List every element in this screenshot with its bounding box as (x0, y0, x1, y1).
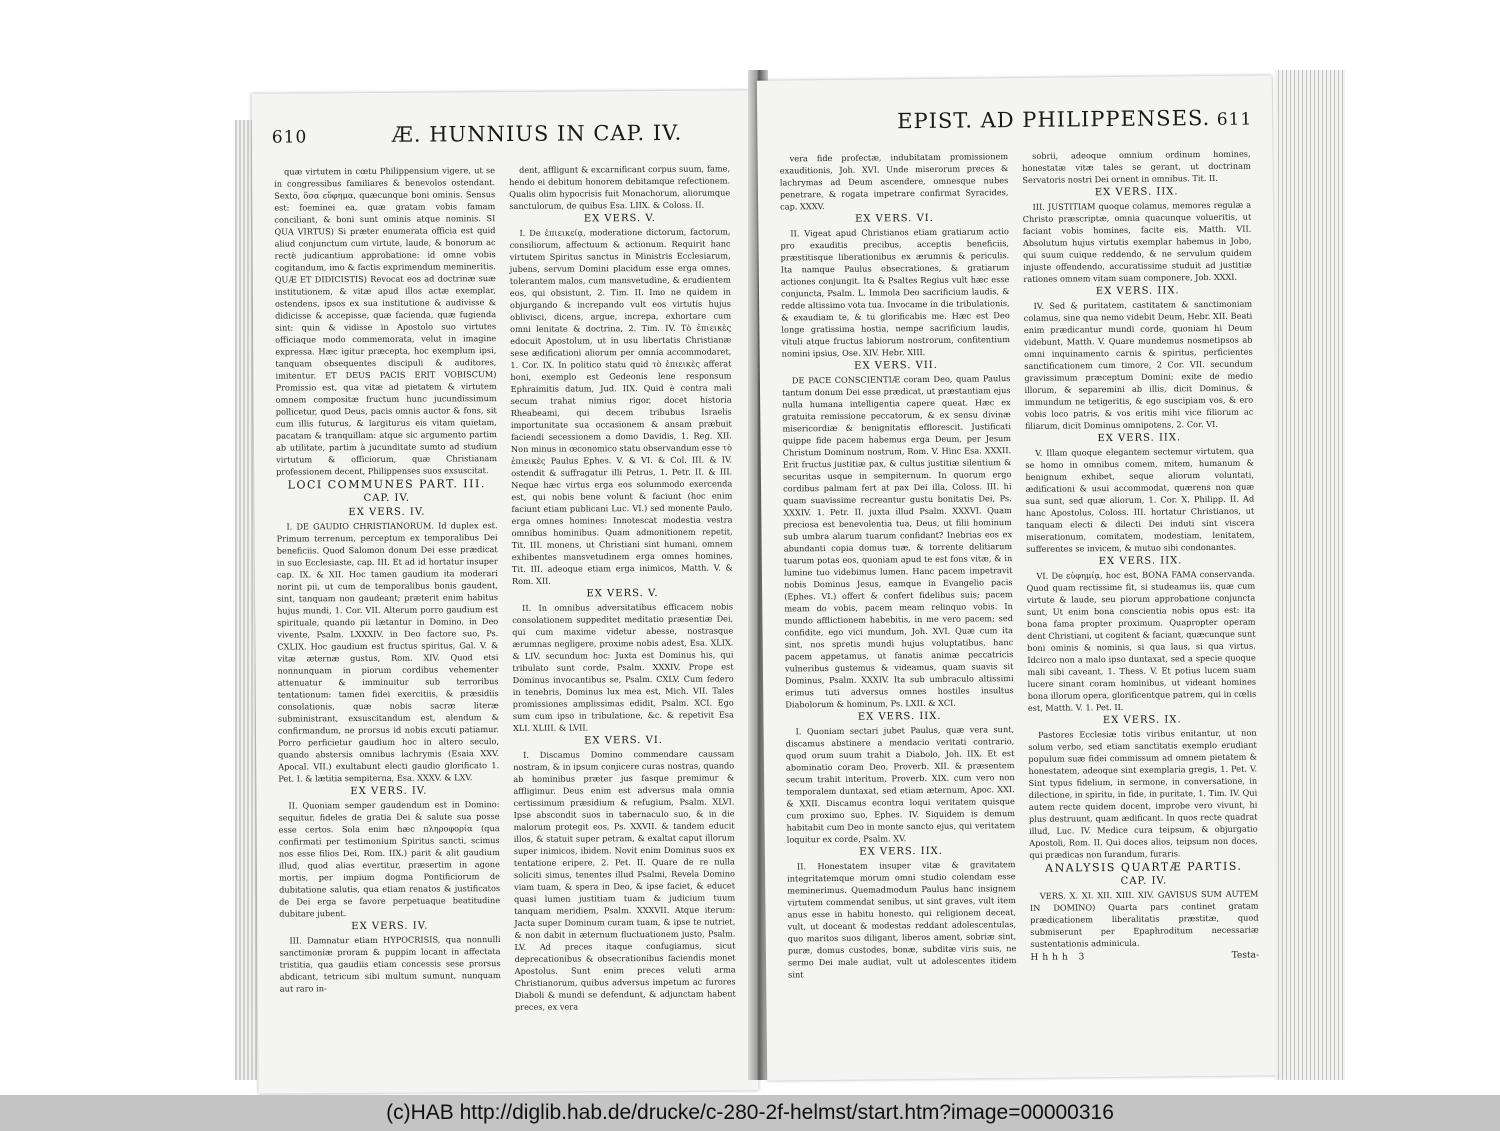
text-paragraph: VERS. X. XI. XII. XIII. XIV. GAVISUS SUM AUTEM IN DOMINO) Quarta pars continet gratam prædicationem liberalitatis præstitæ, quod submiserunt per Epaphroditum necessariæ sustentationis adminicula. (1029, 888, 1259, 949)
verse-heading: EX VERS. IV. (348, 506, 426, 519)
verse-heading: EX VERS. IIX. (859, 845, 944, 858)
text-paragraph: III. JUSTITIAM quoque colamus, memores regulæ a Christo præscriptæ, omnia quacunque volueritis, ut faciant vobis homines, facite eis, Matth. VII. Absolutum hujus virtutis exemplar habemus in Jobo, qui suum cuique reddendo, & ne servulum quidem injuste offendendo, accuratissime studuit ad justitiæ rationes omnem vitam suam componere, Job. XXXI. (1022, 199, 1252, 284)
left-column-1 (274, 164, 501, 1064)
right-columns (780, 148, 1260, 1051)
text-paragraph: II. Vigeat apud Christianos etiam gratiarum actio pro exauditis precibus, acceptis beneficiis, præstitisque liberationibus ex ærumnis & periculis. Ita namque Paulus obsecrationes, & gratiarum actiones conjungit. Ita & Psaltes Regius vult hæc esse conjuncta, Psalm. L. Immola Deo sacrificium laudis, & redde altissimo vota tua. Invocame in die tribulationis, & exaudiam te, & tu glorificabis me. Hæc est Deo longe gratissima hostia, nempe sacrificium laudis, vituli atque fructus labiorum nostrorum, confitentium nomini ipsius, Ose. XIV. Hebr. XIII. (780, 226, 1011, 359)
text-paragraph: sobrii, adeoque omnium ordinum homines, honestatæ vitæ tales se gerant, ut doctrinam Servatoris nostri Dei ornent in omnibus. Tit. II. (1022, 148, 1251, 185)
verse-heading: EX VERS. IIX. (1098, 555, 1183, 568)
text-paragraph: I. DE GAUDIO CHRISTIANORUM. Id duplex est. Primum terrenum, perceptum ex temporalibus Dei beneficiis. Quod Salomon donum Dei esse prædicat in suo Ecclesiaste, cap. III. Et ad id hortatur insuper cap. IX. & XII. Hoc tamen gaudium ita moderari norint pii, ut cum de temporalibus bonis gaudent, sint, tanquam non gaudeant; præterit enim habitus hujus mundi, 1. Cor. VII. Alterum porro gaudium est spirituale, quando pii lætantur in Domino, in Deo vivente, Psalm. LXXXIV. in Deo factore suo, Ps. CXLIX. Hoc gaudium est fructus spiritus, Gal. V. & vitæ æternæ gustus, Rom. XIV. Quod etsi nonnunquam in piorum cordibus vehementer attenuatur & imminuitur sub terroribus tentationum: tamen fidei exercitiis, & præsidiis consolationis, quæ nobis sacræ literæ subministrant, exsuscitandum est, alendum & confirmandum, ne prorsus id nobis excuti patiamur. Porro perficietur gaudium hoc in altero seculo, quando abstersis omnibus lachrymis (Esaia XXV. Apocal. VII.) exultabunt electi gaudio glorificato 1. Pet. I. & lætitia sempiterna, Esa. XXXV. & LXV. (276, 520, 500, 784)
section-heading: LOCI COMMUNES PART. III. (287, 477, 486, 492)
verse-heading: EX VERS. IIX. (1095, 285, 1180, 298)
text-paragraph: DE PACE CONSCIENTIÆ coram Deo, quam Paulus tantum donum Dei esse prædicat, ut præstantiam ejus nulla humana intelligentia capere queat. Hæc ex gratuita remissione peccatorum, & ex sensu divinæ misericordiæ & benignitatis efflorescit. Justificati quippe fide pacem habemus erga Deum, per Jesum Christum Dominum nostrum, Rom. V. Hinc Esa. XXXII. Erit fructus justitiæ pax, & cultus justitiæ silentium & securitas usque in sempiternum. In quorum ergo cordibus palmam fert at pax Dei illa, Coloss. III. hi quam suavissime recreantur gustu bonitatis Dei, Ps. XXXIV. 1. Petr. II. juxta illud Psalm. XXXVI. Quam preciosa est benevolentia tua, Deus, ut filii hominum sub umbra alarum tuarum confidant? Inebrias eos ex abundanti copia domus tuæ, & torrente delitiarum tuarum potas eos, quoniam apud te est fons vitæ, & in lumine tuo videbimus lumen. Hanc pacem impetravit nobis Dominus Jesus, eamque in Evangelio pacis (Ephes. VI.) offert & confert fidelibus suis; pacem meam do vobis, pacem meam relinquo vobis. In mundo afflictionem habebitis, in me vero pacem; sed confidite, ego vici mundum, Joh. XVI. Quæ cum ita sint, nos spretis mundi hujus voluptatibus, hanc pacem appetamus, ut fanatis animæ peccatricis vulneribus gustemus & videamus, quam suavis sit Dominus, Psalm. XXXIV. Ita sub umbraculo altissimi erimus tuti adversus omnes hostiles insultus Diabolorum & hominum, Ps. LXII. & XCI. (781, 373, 1014, 710)
right-page-number: 611 (1216, 109, 1253, 130)
text-paragraph: I. De ἐπιεικείᾳ, moderatione dictorum, factorum, consiliorum, affectuum & actionum. Requirit hanc virtutem Spiritus sanctus in Ministris Ecclesiarum, jubens, servum Domini placidum esse erga omnes, tolerantem malos, cum mansvetudine, & erudientem eos, qui obsistunt, 2. Tim. II. Imo ne quidem in objurgando & increpando vult eos virtutis hujus oblivisci, dicens, argue, increpa, exhortare cum omni lenitate & doctrina, 2. Tim. IV. Τὸ ἐπιεικὲς edocuit Apostolum, ut in usu libertatis Christianæ sese ædificationi aliorum per omnia accommodaret, 1. Cor. IX. In politico statu quid τὸ ἐπιεικὲς afferat boni, exemplo est Gedeonis lene responsum Ephraimitis datum, Jud. IIX. Quid è contra mali secum trahat nimius rigor, docet historia Rheabeami, qui decem tribubus Israelis importunitate sua occasionem & ansam præbuit faciendi secessionem a domo Davidis, 1. Reg. XII. Non minus in œconomico statu observandum esse τὸ ἐπιεικὲς Paulus Ephes. V. & VI. & Col. III. & IV. ostendit & suffragatur illi Petrus, 1. Petr. II. & III. Neque hæc virtus erga eos solummodo exercenda est, qui nobis bene volunt & faciunt (hoc enim faciunt etiam publicani Luc. VI.) sed monente Paulo, erga omnes homines: Innotescat modestia vestra omnibus hominibus. Quam admonitionem repetit, Tit. III. monens, ut Christiani sint humani, omnem exhibentes mansvetudinem erga omnes homines, Tit. III. adeoque etiam erga inimicos, Matth. V. & Rom. XII. (509, 226, 733, 586)
left-columns (274, 162, 736, 1063)
text-paragraph: II. In omnibus adversitatibus efficacem nobis consolationem suppeditet meditatio præsentiæ Dei, qui cum maxime videtur abesse, nostrasque ærumnas negligere, proxime nobis adest, Esa. XLIX. & LIV. secundum hoc: Juxta est Dominus his, qui tribulato sunt corde, Psalm. XXXIV. Prope est Dominus invocantibus se, Psalm. CXLV. Cum federo in tenebris, Dominus lux mea est, Mich. VII. Tales promissiones amplissimas edidit, Psalm. XCI. Ego sum cum ipso in tribulatione, &c. & repetivit Esa XLI. XLIII. & LVII. (512, 601, 734, 733)
text-paragraph: dent, affligunt & excarnificant corpus suum, fame, hendo ei debitum honorem debitamque refectionem. Qualis olim hypocrisis fuit Monachorum, aliorumque sanctulorum, de quibus Esa. LIIX. & Coloss. II. (509, 163, 731, 211)
text-paragraph: VI. De εὐφημίᾳ, hoc est, BONA FAMA conservanda. Quod quam rectissime fit, si studeamus iis, quæ cum virtute & laude, seu piorum approbatione conjuncta sunt, Ut enim bona conscientia nobis opus est: ita bona fama propter proximum. Quapropter operam dent Christiani, ut cogitent & faciant, quæcunque sunt boni ominis & nominis, si qua laus, si qua virtus. Idcirco non a malo ipso duntaxat, sed a specie quoque mali sibi caveant, 1. Thess. V. Et potius lucem suam lucere sinant coram hominibus, ut videant homines bona illorum opera, glorificentque patrem, qui in cœlis est, Matth. V. 1. Pet. II. (1026, 568, 1257, 713)
copyright-footer (0, 1095, 1500, 1131)
verse-heading: EX VERS. VI. (584, 734, 664, 747)
text-paragraph: I. Quoniam sectari jubet Paulus, quæ vera sunt, discamus abstinere a mendacio veritati contrario, quod orum suum trahit a Diabolo, Joh. IIX. Et est abominatio coram Deo, Proverb. XII. & præsentem secum trahit interitum, Proverb. XIX. cum vero non temporalem duntaxat, sed etiam æternum, Apoc. XXI. & XXII. Discamus econtra loqui veritatem quisque cum proximo suo, Ephes. IV. Siquidem is demum habitabit cum Deo in monte sancto ejus, qui veritatem loquitur ex corde, Psalm. XV. (785, 724, 1016, 845)
signature-line (1030, 950, 1259, 964)
verse-heading: EX VERS. V. (583, 212, 657, 225)
text-paragraph: Pastores Ecclesiæ totis viribus enitantur, ut non solum verbo, sed etiam sanctitatis exemplo erudiant populum suæ fidei commissum ad omnem pietatem & honestatem, adeoque sint exemplaria gregis, 1. Pet. V. Sint typus fidelium, in sermone, in conversatione, in dilectione, in spiritu, in fide, in puritate, 1. Tim. IV. Qui autem recte quidem docent, improbe vero vivunt, hi plus destruunt, quam ædificant. In quos recte quadrat illud, Luc. IV. Medice cura teipsum, & objurgatio Apostoli, Rom. II. Qui doces alios, teipsum non doces, qui prædicas non furandum, furaris. (1028, 727, 1258, 860)
verse-heading: EX VERS. V. (586, 587, 659, 600)
left-column-2 (509, 162, 736, 1062)
right-page-edges (1275, 70, 1345, 1080)
left-page (252, 90, 759, 1093)
verse-heading: EX VERS. IV. (351, 920, 429, 933)
right-running-head (777, 106, 1252, 139)
catchword: Testa- (1231, 950, 1260, 961)
right-column-1 (780, 150, 1018, 1050)
right-column-2 (1022, 148, 1260, 1048)
left-page-number: 610 (271, 127, 308, 148)
signature-mark: Hhhh 3 (1030, 952, 1089, 963)
verse-heading: EX VERS. IV. (350, 785, 428, 798)
verse-heading: EX VERS. IIX. (1094, 186, 1179, 199)
text-paragraph: II. Honestatem insuper vitæ & gravitatem integritatemque morum omni studio colendam esse meminerimus. Quemadmodum Paulus hanc insignem virtutem commendat senibus, ut sint graves, vult item anus esse in habitu honesto, qui religionem deceat, vult, ut doceant & modestas reddant adolescentulas, quo maritos suos diligant, liberos ament, sobriæ sint, puræ, domus custodes, bonæ, subditæ viris suis, ne sermo Dei male audiat, vult ut adolescentes itidem sint (787, 859, 1017, 980)
chapter-heading: CAP. IV. (363, 492, 411, 504)
right-running-title: EPIST. AD PHILIPPENSES. (897, 105, 1211, 134)
right-page (757, 75, 1282, 1080)
chapter-heading: CAP. IV. (1120, 875, 1168, 887)
copyright-link-text: (c)HAB http://diglib.hab.de/drucke/c-280-2f-helmst/start.htm?image=00000316 (386, 1101, 1114, 1124)
verse-heading: EX VERS. IX. (1102, 714, 1182, 727)
verse-heading: EX VERS. IIX. (1097, 432, 1182, 445)
text-paragraph: V. Illam quoque elegantem sectemur virtutem, qua se homo in omnibus comem, mitem, humanum & benignum exhibet, seque aliorum voluntati, ædificationi & usui accommodat, quærens non quæ sua sunt, sed quæ aliorum, 1. Cor. X. Philipp. II. Ad hanc Apostolus, Coloss. III. hortatur Christianos, ut tanquam electi & dilecti Dei induti sint viscera miserationum, comitatem, modestiam, lenitatem, sufferentes se invicem, & mutuo sibi condonantes. (1025, 445, 1255, 554)
section-heading: ANALYSIS QUARTÆ PARTIS. (1045, 859, 1243, 875)
verse-heading: EX VERS. VII. (854, 359, 938, 372)
left-running-title: Æ. HUNNIUS IN CAP. IV. (391, 120, 683, 147)
text-paragraph: II. Quoniam semper gaudendum est in Domino: sequitur, fideles de gratia Dei & salute sua posse esse certos. Sola enim hæc πληροφορία (qua confirmati per testimonium Spiritus sancti, scimus nos esse filios Dei, Rom. IIX.) parit & alit gaudium illud, quod alias evertitur, præsertim in agone mortis, per impium dogma Pontificiorum de dubitatione salutis, qua etiam renatos & justificatos de Dei erga se favore perpetuaque beatitudine dubitare jubent. (278, 799, 501, 919)
text-paragraph: III. Damnatur etiam HYPOCRISIS, qua nonnulli sanctimoniæ proram & puppim locant in affectata tristitia, qua gaudiis etiam concessis sese prorsus abdicant, tetricum sibi multum sumunt, nunquam aut raro in- (279, 934, 501, 994)
text-paragraph: IV. Sed & puritatem, castitatem & sanctimoniam colamus, sine qua nemo videbit Deum, Hebr. XII. Beati enim prædicantur mundi corde, quoniam hi Deum videbunt, Matth. V. Quare mundemus nosmetipsos ab omni inquinamento carnis & spiritus, perficientes sanctificationem cum timore, 2 Cor. VII. secundum gravissimum præceptum Domini; exite de medio illorum, & separemini ab illis, dicit Dominus, & immundum ne tetigeritis, & ego suscipiam vos, & ero vobis loco patris, & vos eritis mihi vice filiorum ac filiarum, dicit Dominus omnipotens, 2. Cor. VI. (1023, 298, 1254, 431)
verse-heading: EX VERS. VI. (854, 212, 934, 225)
verse-heading: EX VERS. IIX. (857, 710, 942, 723)
left-running-head (272, 120, 732, 151)
text-paragraph: quæ virtutem in cœtu Philippensium vigere, ut se in congressibus familiares & benevolos ostendant. Sexto, ὅσα εὔφημα, quæcunque boni ominis. Sensus est: foeminei ea, quæ gratam vobis famam conciliant, & boni sunt ominis atque nominis. SI QUA VIRTUS) Si præter enumerata officia est quid aliud conjunctum cum virtute, laude, & bonorum ac rectè judicantium approbatione: id omne vobis cogitandum, imo & factis exprimendum memineritis. QUÆ ET DIDICISTIS) Revocat eos ad doctrinæ suæ institutionem, & vitæ apud illos actæ exemplar, ostendens, ipsos ex sua institutione & audivisse & didicisse & accepisse, quæ facienda, quæ fugienda sint: quin & vidisse in Apostolo suo virtutes officiaque modo commemorata, velut in imagine expressa. Hæc igitur præcepta, hoc exemplum ipsi, tanquam obsequentes discipuli & auditores, imitentur. ET DEUS PACIS ERIT VOBISCUM) Promissio est, qua vitæ ad pietatem & virtutem omnem compositæ fructum hunc jucundissimum pollicetur, quod Deus, pacis omnis auctor & fons, sit cum illis futurus, & largiturus eis vitam quietam, pacatam & tranquillam: atque sic argumento partim ab utilitate, partim à jucunditate sumto ad studium virtutum & officiorum, quæ Christianam professionem decent, Philippenses suos exsuscitat. (274, 165, 498, 477)
text-paragraph: vera fide profectæ, indubitatam promissionem exauditionis, Joh. XVI. Unde miserorum preces & lachrymas ad Deum ascendere, omnesque nubes penetrare, & rogata impetrare confirmat Syracides, cap. XXXV. (779, 151, 1009, 212)
text-paragraph: I. Discamus Domino commendare caussam nostram, & in ipsum conjicere curas nostras, quando ab hominibus præter jus fasque premimur & affligimur. Deus enim est adversus mala omnia certissimum præsidium & refugium, Psalm. XLVI. Ipse abscondit suos in tabernaculo suo, & in die malorum protegit eos, Ps. XXVII. & tandem educit illos, & statuit super petram, & exaltat caput illorum super inimicos, ibidem. Novit enim Dominus suos ex tentatione eripere, 2. Pet. II. Quare de re nulla soliciti simus, tenentes illud Psalmi, Revela Domino viam tuam, & spera in Deo, & ipse faciet, & educet quasi lumen justitiam tuam & judicium tuum tanquam meridiem, Psalm. XXXVII. Atque iterum: Jacta super Dominum curam tuam, & ipse te nutriet, & non dabit in æternum fluctuationem justo, Psalm. LV. Ad preces itaque confugiamus, sicut deprecationibus & obsecrationibus faciendis monet Apostolus. Sunt enim preces veluti arma Christianorum, quibus adversus impetum ac furores Diaboli & mundi se defendunt, & adjunctam habent preces, ex vera (513, 748, 736, 1012)
